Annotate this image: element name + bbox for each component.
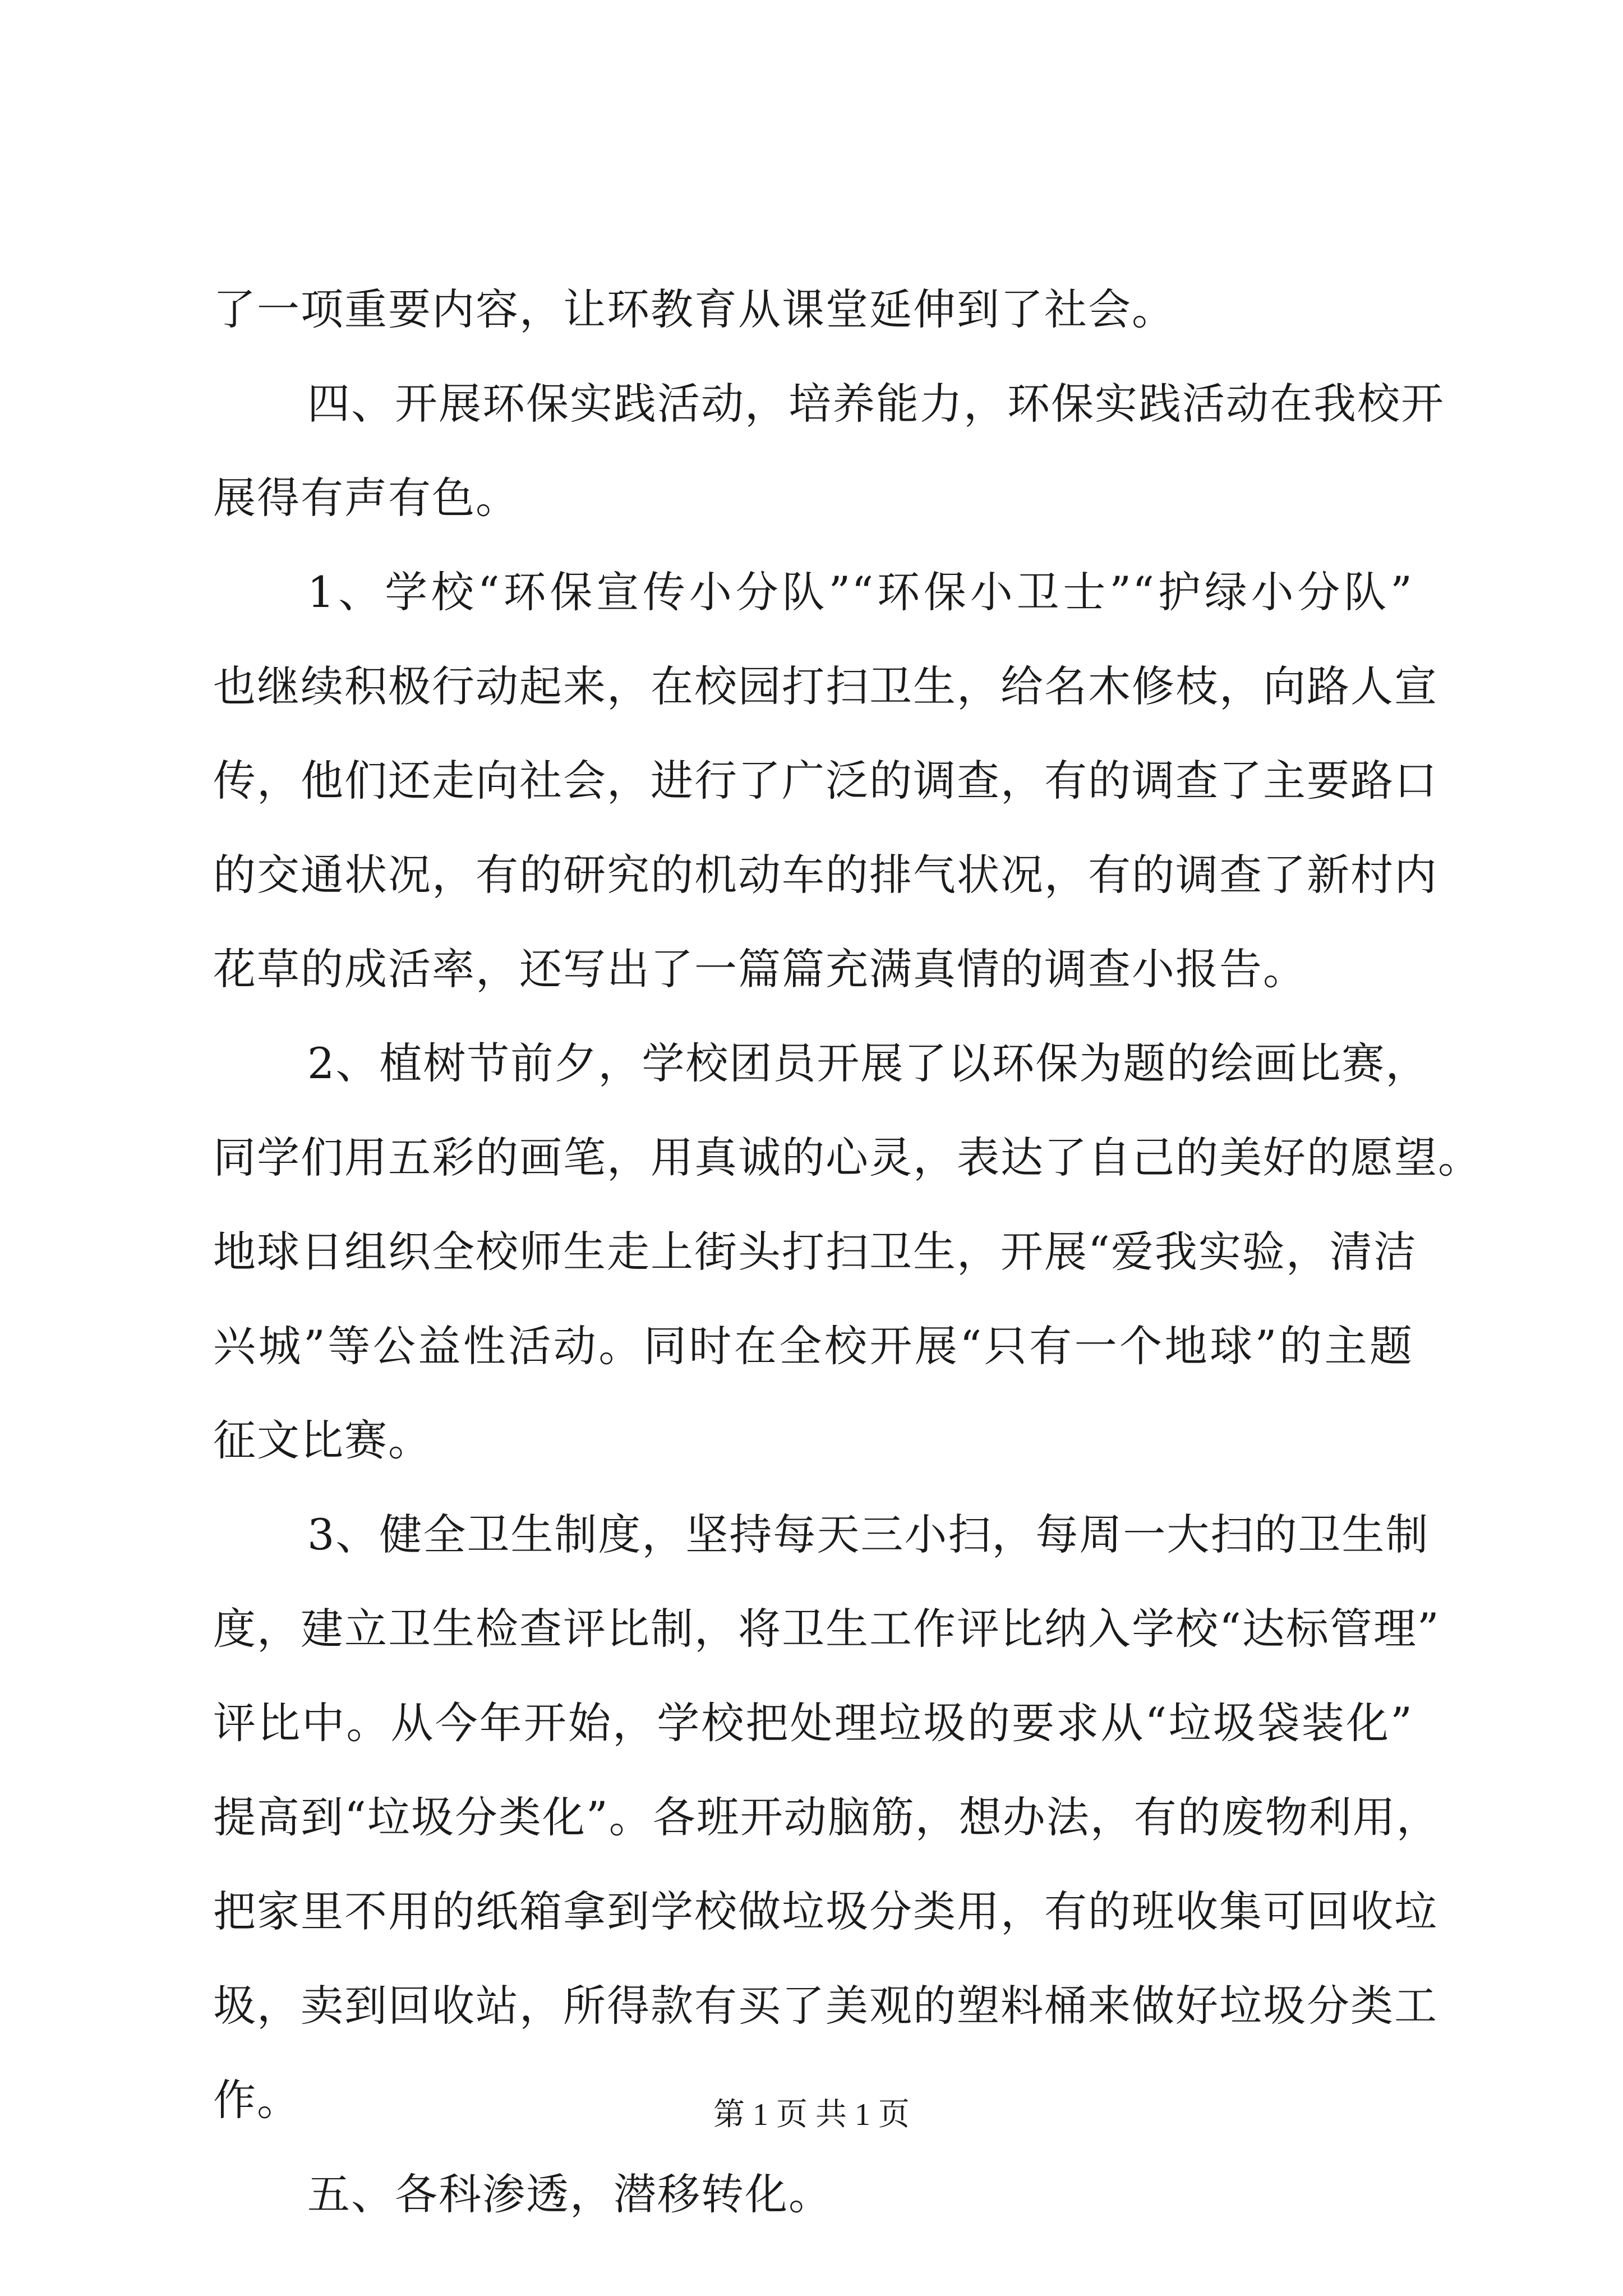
item-one-first-line: 1、学校“环保宣传小分队”“环保小卫士”“护绿小分队” xyxy=(307,567,1413,617)
text-line: 传，他们还走向社会，进行了广泛的调查，有的调查了主要路口 xyxy=(213,756,1438,806)
text-line: 把家里不用的纸箱拿到学校做垃圾分类用，有的班收集可回收垃 xyxy=(213,1887,1438,1936)
text-line: 地球日组织全校师生走上街头打扫卫生，开展“爱我实验，清洁 xyxy=(213,1227,1417,1277)
text-line: 花草的成活率，还写出了一篇篇充满真情的调查小报告。 xyxy=(213,944,1307,994)
text-line: 作。 xyxy=(213,2075,301,2125)
text-line: 同学们用五彩的画笔，用真诚的心灵，表达了自己的美好的愿望。 xyxy=(213,1133,1482,1182)
text-line: 征文比赛。 xyxy=(213,1415,432,1465)
text-line: 提高到“垃圾分类化”。各班开动脑筋，想办法，有的废物利用， xyxy=(213,1792,1440,1842)
page-number-footer: 第 1 页 共 1 页 xyxy=(713,2097,910,2132)
item-three-first-line: 3、健全卫生制度，坚持每天三小扫，每周一大扫的卫生制 xyxy=(307,1510,1430,1559)
text-line: 也继续积极行动起来，在校园打扫卫生，给名木修枝，向路人宣 xyxy=(213,661,1438,711)
item-two-first-line: 2、植树节前夕，学校团员开展了以环保为题的绘画比赛， xyxy=(307,1038,1430,1088)
text-line: 的交通状况，有的研究的机动车的排气状况，有的调查了新村内 xyxy=(213,850,1438,900)
section-heading-five: 五、各科渗透，潜移转化。 xyxy=(307,2169,832,2219)
text-line: 圾，卖到回收站，所得款有买了美观的塑料桶来做好垃圾分类工 xyxy=(213,1981,1438,2031)
text-line: 评比中。从今年开始，学校把处理垃圾的要求从“垃圾袋装化” xyxy=(213,1698,1413,1748)
text-line: 兴城”等公益性活动。同时在全校开展“只有一个地球”的主题 xyxy=(213,1321,1413,1371)
document-body xyxy=(213,263,1482,2242)
text-line: 度，建立卫生检查评比制，将卫生工作评比纳入学校“达标管理” xyxy=(213,1604,1440,1654)
text-line: 了一项重要内容，让环教育从课堂延伸到了社会。 xyxy=(213,284,1175,334)
section-heading-four: 四、开展环保实践活动，培养能力，环保实践活动在我校开 xyxy=(307,379,1445,429)
text-line: 展得有声有色。 xyxy=(213,473,519,523)
